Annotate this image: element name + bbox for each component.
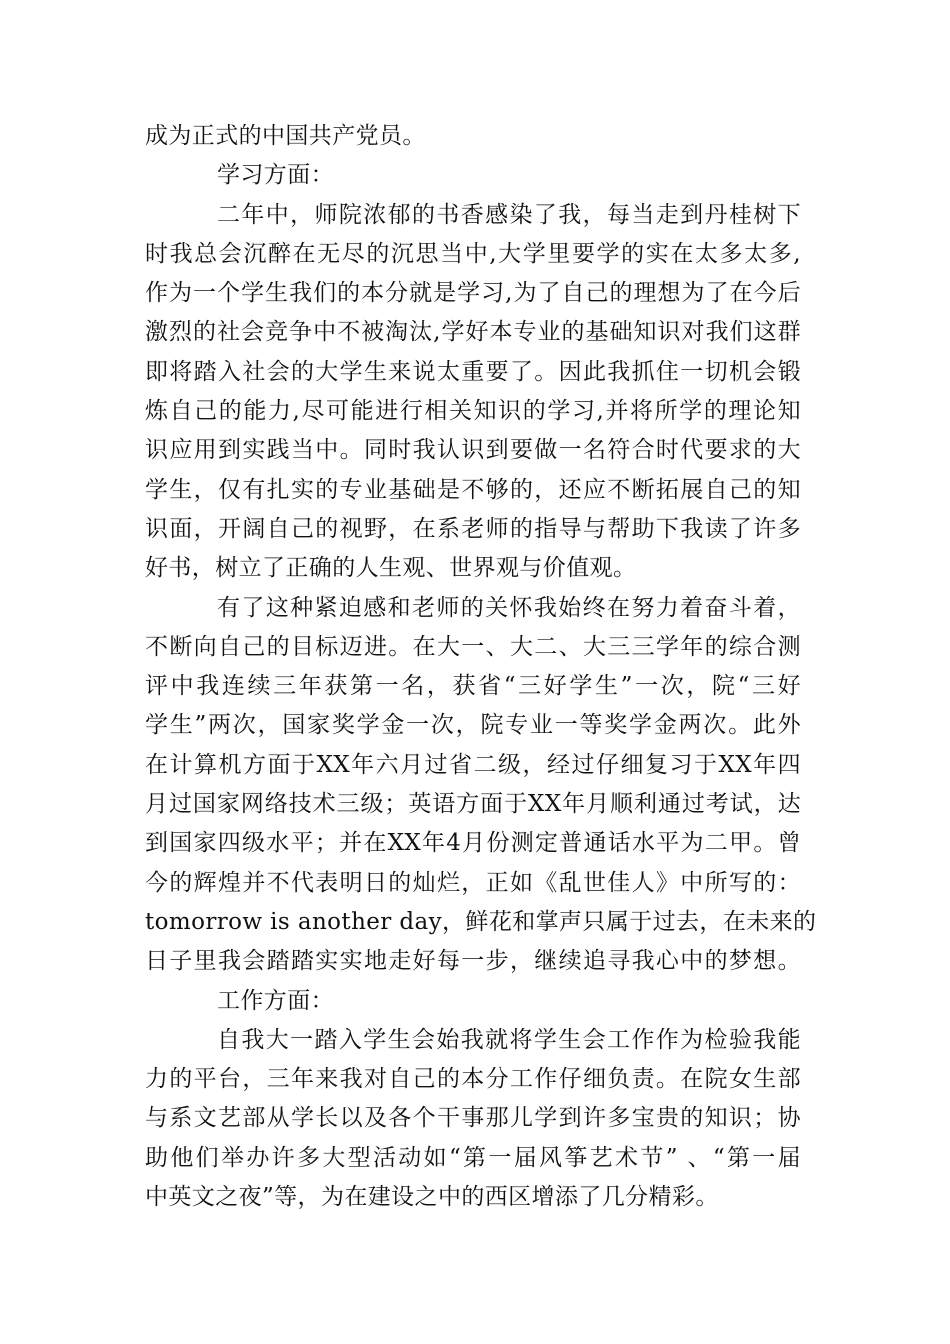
text-line (145, 549, 825, 588)
text-line-content: 识应用到实践当中。同时我认识到要做一名符合时代要求的大 (145, 437, 801, 464)
text-line-content: 不断向自己的目标迈进。在大一、大二、大三三学年的综合测 (145, 633, 801, 660)
text-line (145, 942, 825, 981)
text-line (145, 824, 825, 863)
text-line (145, 1178, 825, 1217)
text-line (145, 274, 825, 313)
text-line (145, 903, 825, 942)
text-line-content: 在计算机方面于XX年六月过省二级，经过仔细复习于XX年四 (145, 751, 801, 778)
text-line (145, 1099, 825, 1138)
text-line-content: 学生，仅有扎实的专业基础是不够的，还应不断拓展自己的知 (145, 476, 801, 503)
text-line (145, 392, 825, 431)
text-line-content: 好书，树立了正确的人生观、世界观与价值观。 (145, 555, 637, 582)
text-line-content: 有了这种紧迫感和老师的关怀我始终在努力着奋斗着， (217, 594, 801, 621)
body-text (145, 117, 825, 1217)
text-line-content: 与系文艺部从学长以及各个干事那儿学到许多宝贵的知识；协 (145, 1105, 801, 1132)
text-line-content: 评中我连续三年获第一名，获省“三好学生”一次，院“三好 (145, 673, 801, 700)
text-line (145, 235, 825, 274)
text-line (145, 864, 825, 903)
text-line (145, 510, 825, 549)
text-line-content: 到国家四级水平；并在XX年4月份测定普通话水平为二甲。曾 (145, 830, 801, 857)
text-line (145, 431, 825, 470)
text-line (145, 313, 825, 352)
text-line-content: 助他们举办许多大型活动如“第一届风筝艺术节” 、“第一届 (145, 1144, 801, 1171)
text-line (145, 1021, 825, 1060)
text-line (145, 746, 825, 785)
text-line (145, 117, 825, 156)
text-line-content: 学生”两次，国家奖学金一次，院专业一等奖学金两次。此外 (145, 712, 801, 739)
text-line (145, 785, 825, 824)
text-line (145, 589, 825, 628)
text-line (145, 353, 825, 392)
text-line-content: 月过国家网络技术三级；英语方面于XX年月顺利通过考试，达 (145, 791, 801, 818)
text-line-content: 识面，开阔自己的视野，在系老师的指导与帮助下我读了许多 (145, 515, 801, 542)
text-line-content: 中英文之夜”等，为在建设之中的西区增添了几分精彩。 (145, 1184, 719, 1211)
text-line-content: 时我总会沉醉在无尽的沉思当中,大学里要学的实在太多太多, (145, 240, 801, 267)
text-line (145, 982, 825, 1021)
text-line-content: 激烈的社会竞争中不被淘汰,学好本专业的基础知识对我们这群 (145, 319, 801, 346)
text-line (145, 196, 825, 235)
text-line (145, 156, 825, 195)
text-line-content: 即将踏入社会的大学生来说太重要了。因此我抓住一切机会锻 (145, 358, 801, 385)
text-line-content: 炼自己的能力,尽可能进行相关知识的学习,并将所学的理论知 (145, 398, 801, 425)
text-line-content: 成为正式的中国共产党员。 (145, 123, 426, 149)
text-line (145, 628, 825, 667)
text-line (145, 1060, 825, 1099)
text-line-content: tomorrow is another day，鲜花和掌声只属于过去，在未来的 (145, 908, 817, 935)
text-line-content: 学习方面： (217, 162, 334, 189)
text-line-content: 工作方面： (217, 987, 334, 1014)
text-line (145, 667, 825, 706)
text-line-content: 力的平台，三年来我对自己的本分工作仔细负责。在院女生部 (145, 1066, 801, 1093)
text-line (145, 1139, 825, 1178)
text-line-content: 日子里我会踏踏实实地走好每一步，继续追寻我心中的梦想。 (145, 948, 801, 975)
text-line-content: 今的辉煌并不代表明日的灿烂，正如《乱世佳人》中所写的： (145, 869, 801, 896)
text-line-content: 作为一个学生我们的本分就是学习,为了自己的理想为了在今后 (145, 280, 801, 307)
text-line-content: 二年中，师院浓郁的书香感染了我，每当走到丹桂树下 (217, 201, 801, 228)
text-line (145, 706, 825, 745)
text-line (145, 471, 825, 510)
text-line-content: 自我大一踏入学生会始我就将学生会工作作为检验我能 (217, 1026, 801, 1053)
